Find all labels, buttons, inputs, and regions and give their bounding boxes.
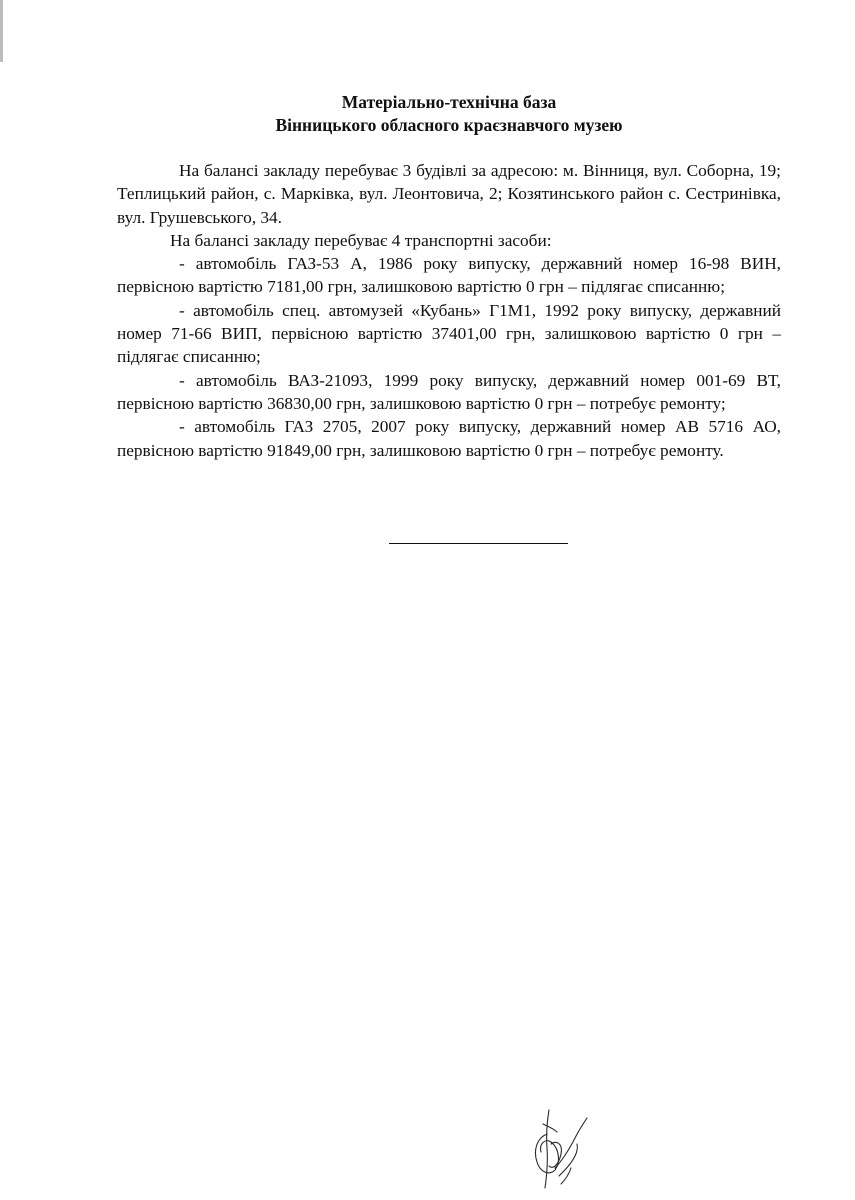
document-title (117, 91, 781, 137)
paragraph-vehicles-intro: На балансі закладу перебуває 4 транспортні засоби: (170, 230, 552, 250)
paragraph-vehicle-3: - автомобіль ВАЗ-21093, 1999 року випуску, державний номер 001-69 ВТ, первісною вартістю 36830,00 грн, залишковою вартістю 0 грн – потребує ремонту; (117, 370, 781, 413)
document-body (117, 159, 781, 462)
scan-edge-mark (0, 0, 3, 62)
paragraph-vehicle-2: - автомобіль спец. автомузей «Кубань» Г1М1, 1992 року випуску, державний номер 71-66 ВИП, первісною вартістю 37401,00 грн, залишковою вартістю 0 грн – підлягає списанню; (117, 300, 781, 367)
paragraph-vehicle-1: - автомобіль ГАЗ-53 А, 1986 року випуску, державний номер 16-98 ВИН, первісною вартістю 7181,00 грн, залишковою вартістю 0 грн – підлягає списанню; (117, 254, 781, 297)
paragraph-buildings: На балансі закладу перебуває 3 будівлі за адресою: м. Вінниця, вул. Соборна, 19; Теплицький район, с. Марківка, вул. Леонтовича, 2; Козятинського район с. Сестринівка, вул. Грушевського, 34. (117, 161, 781, 227)
title-line-2: Вінницького обласного краєзнавчого музею (275, 115, 623, 135)
title-line-1: Матеріально-технічна база (341, 92, 557, 112)
handwritten-signature (531, 1104, 591, 1192)
paragraph-vehicle-4: - автомобіль ГАЗ 2705, 2007 року випуску, державний номер АВ 5716 АО, первісною вартістю 91849,00 грн, залишковою вартістю 0 грн – потребує ремонту. (117, 417, 781, 460)
end-separator-line (389, 543, 568, 544)
